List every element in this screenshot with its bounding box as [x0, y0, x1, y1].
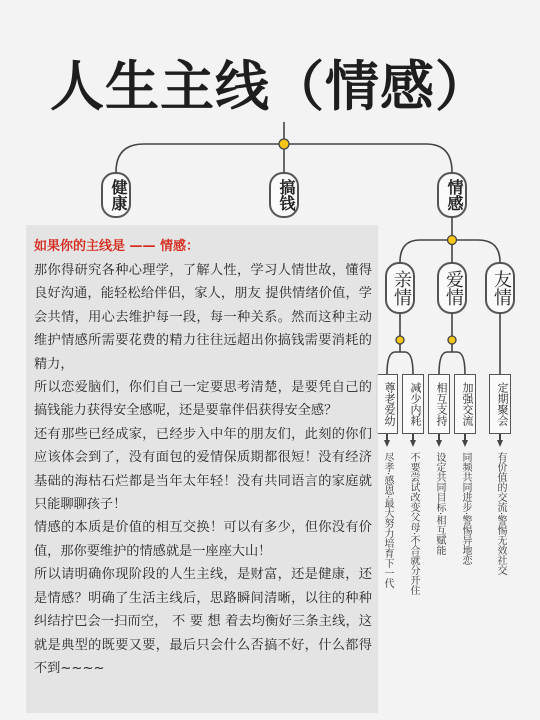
panel-paragraph: 情感的本质是价值的相互交换！可以有多少，但你没有价值，那你要维护的情感就是一座座大山！ — [34, 520, 372, 559]
leaf-support: 相互支持 — [428, 374, 450, 434]
node-love: 爱情 — [437, 262, 467, 314]
page-title: 人生主线（情感） — [50, 55, 490, 118]
note-respect: 尽孝·感恩·最大努力培育下一代 — [382, 452, 393, 589]
panel-paragraph: 那你得研究各种心理学，了解人性，学习人情世故，懂得良好沟通，能轻松给伴侣，家人，朋友 提供情绪价值，学会共情，用心去维护每一段，每一种关系。然而这种主动维护情感所需要花费的精力往往远超出你搞钱需要消耗的精力， — [34, 263, 372, 372]
node-friend: 友情 — [485, 262, 515, 314]
arrow-icons — [384, 434, 503, 447]
note-support: 设定共同目标·相互赋能 — [434, 452, 445, 556]
leaf-gather: 定期聚会 — [489, 374, 511, 434]
note-reduce: 不要尝试改变父母·不合就分开住 — [408, 452, 419, 596]
panel-heading: 如果你的主线是 —— 情感： — [34, 239, 200, 254]
leaf-reduce: 减少内耗 — [402, 374, 424, 434]
panel-paragraph: 所以请明确你现阶段的人生主线，是财富，还是健康，还是情感？明确了生活主线后，思路瞬间清晰，以往的种种纠结拧巴会一扫而空， 不 要 想 着去均衡好三条主线，这就是典型的既要又要，最后只会什么否搞不好，什么都得不到~~~~ — [34, 567, 372, 676]
branch-health: 健康 — [101, 172, 131, 218]
node-family: 亲情 — [385, 262, 415, 314]
leaf-communicate: 加强交流 — [454, 374, 476, 434]
branch-money: 搞钱 — [269, 172, 299, 218]
branch-emotion: 情感 — [437, 172, 467, 218]
note-communicate: 同频共同进步·警惕异地恋 — [460, 452, 471, 566]
explanation-panel — [26, 225, 378, 713]
panel-paragraph: 所以恋爱脑们，你们自己一定要思考清楚，是要凭自己的搞钱能力获得安全感呢，还是要靠伴侣获得安全感？ — [34, 380, 372, 419]
note-gather: 有价值的交流·警惕无效社交 — [495, 452, 506, 576]
leaf-respect: 尊老爱幼 — [376, 374, 398, 434]
panel-paragraph: 还有那些已经成家，已经步入中年的朋友们，此刻的你们应该体会到了，没有面包的爱情保质期都很短！没有经济基础的海枯石烂都是当年太年轻！没有共同语言的家庭就只能聊聊孩子！ — [34, 426, 372, 513]
